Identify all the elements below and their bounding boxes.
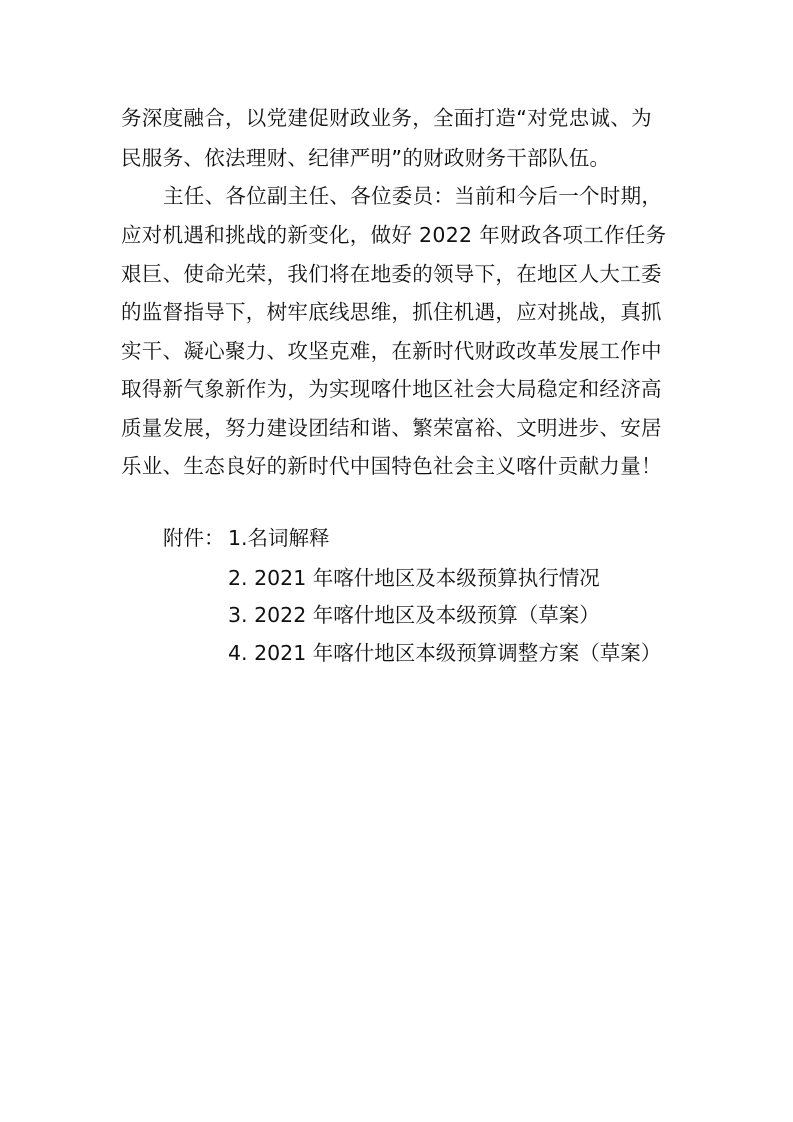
paragraph-2-line-1: 主任、各位副主任、各位委员：当前和今后一个时期， bbox=[163, 184, 663, 208]
paragraph-2-line-2: 应对机遇和挑战的新变化，做好 2022 年财政各项工作任务 bbox=[121, 223, 667, 247]
attachment-item-2: 2. 2021 年喀什地区及本级预算执行情况 bbox=[228, 566, 600, 590]
paragraph-2-line-7: 质量发展，努力建设团结和谐、繁荣富裕、文明进步、安居 bbox=[121, 416, 662, 440]
paragraph-2-line-3: 艰巨、使命光荣，我们将在地委的领导下，在地区人大工委 bbox=[121, 262, 662, 286]
paragraph-2-line-4: 的监督指导下，树牢底线思维，抓住机遇，应对挑战，真抓 bbox=[121, 300, 662, 324]
attachment-item-4: 4. 2021 年喀什地区本级预算调整方案（草案） bbox=[228, 641, 662, 665]
paragraph-2-line-8: 乐业、生态良好的新时代中国特色社会主义喀什贡献力量！ bbox=[121, 454, 662, 478]
paragraph-1-line-2: 民服务、依法理财、纪律严明”的财政财务干部队伍。 bbox=[121, 146, 611, 170]
paragraph-2-line-6: 取得新气象新作为，为实现喀什地区社会大局稳定和经济高 bbox=[121, 377, 662, 401]
attachment-item-3: 3. 2022 年喀什地区及本级预算（草案） bbox=[228, 603, 600, 627]
attachments-label: 附件： bbox=[163, 526, 225, 550]
paragraph-1-line-1: 务深度融合，以党建促财政业务，全面打造“对党忠诚、为 bbox=[121, 106, 652, 130]
paragraph-2-line-5: 实干、凝心聚力、攻坚克难，在新时代财政改革发展工作中 bbox=[121, 339, 662, 363]
attachment-item-1: 1.名词解释 bbox=[228, 526, 330, 550]
